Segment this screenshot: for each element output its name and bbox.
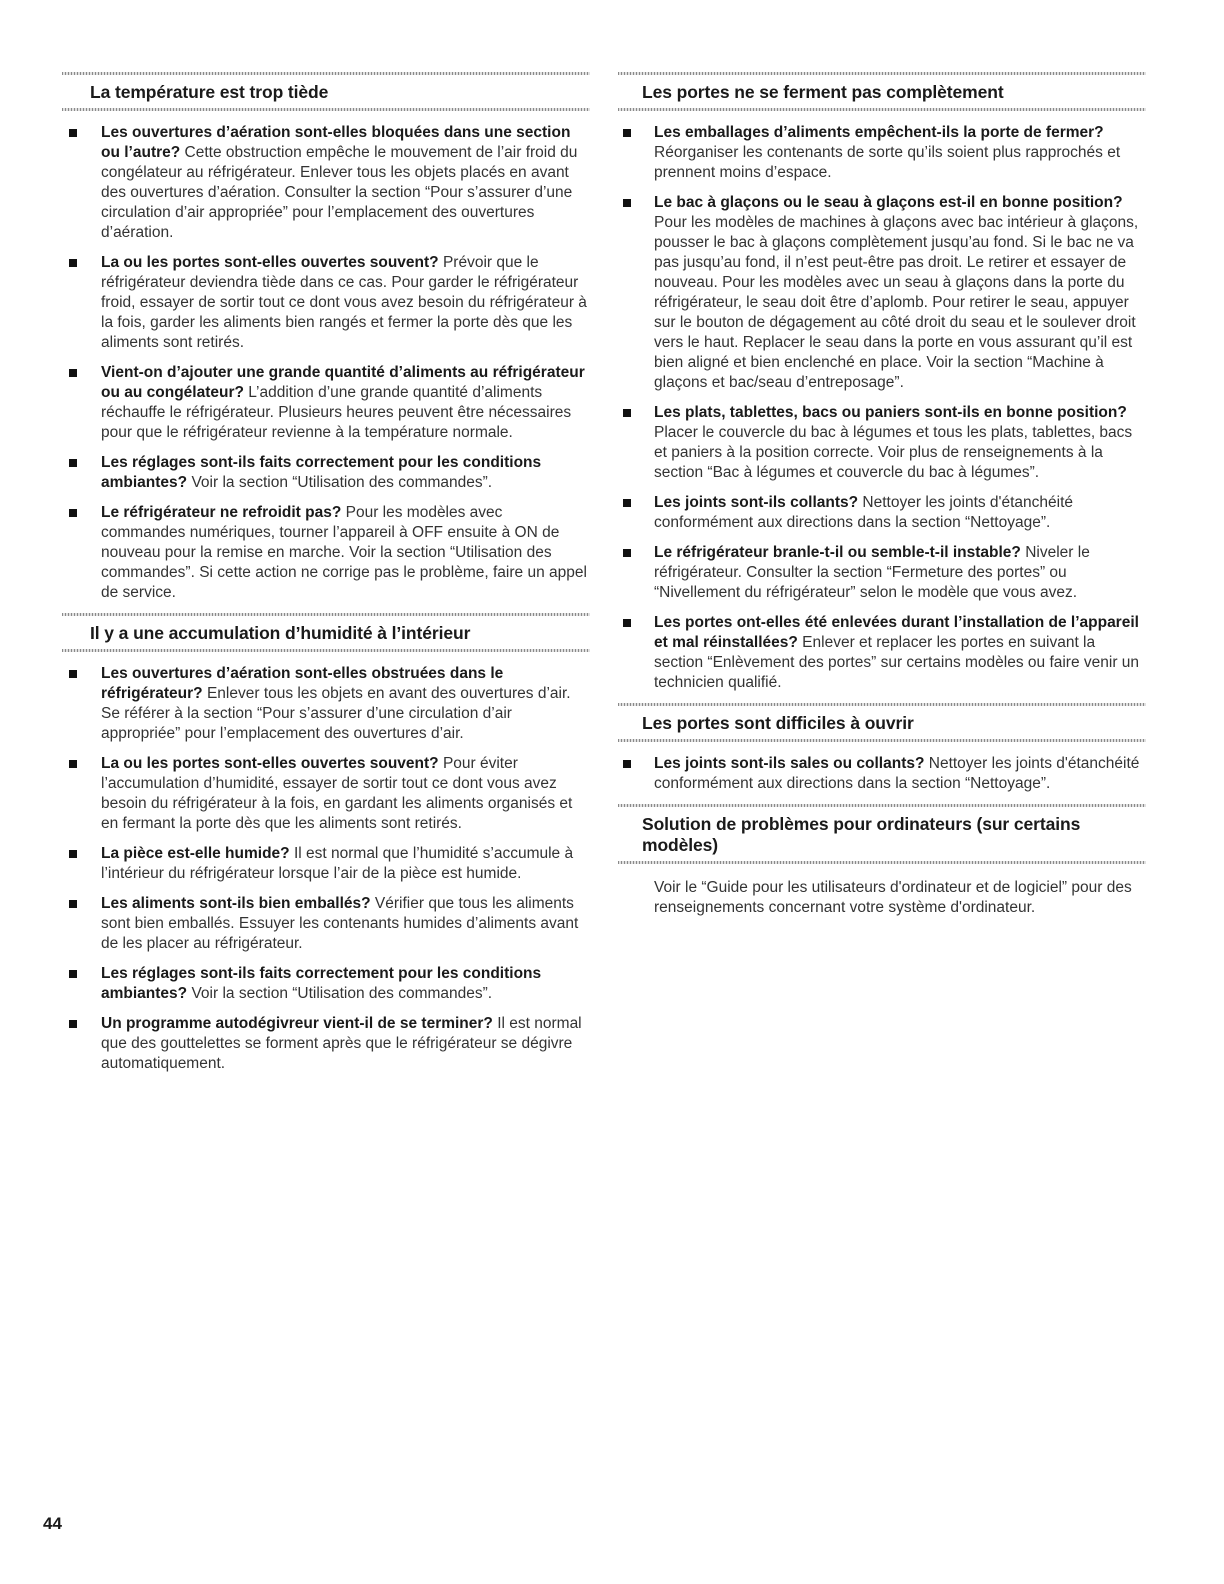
item-list — [618, 123, 1146, 693]
section-computer-troubleshooting — [618, 804, 1146, 918]
item-question: Les plats, tablettes, bacs ou paniers sont-ils en bonne position? — [654, 404, 1127, 421]
right-column — [618, 72, 1146, 928]
item-answer: Voir la section “Utilisation des commandes”. — [187, 985, 493, 1002]
square-bullet-icon — [623, 760, 631, 768]
item-answer: L’addition d’une grande quantité d’aliments réchauffe le réfrigérateur. Plusieurs heures peuvent être nécessaires pour que le réfrigérateur revienne à la température normale. — [101, 384, 572, 441]
item-question: Les joints sont-ils collants? — [654, 494, 859, 511]
square-bullet-icon — [69, 1020, 77, 1028]
item-question: Les joints sont-ils sales ou collants? — [654, 755, 925, 772]
square-bullet-icon — [69, 900, 77, 908]
item-answer: Vérifier que tous les aliments sont bien emballés. Essuyer les contenants humides d’aliments avant de les placer au réfrigérateur. — [101, 895, 579, 952]
list-item — [62, 964, 590, 1004]
list-item — [618, 403, 1146, 483]
item-answer: Prévoir que le réfrigérateur deviendra tiède dans ce cas. Pour garder le réfrigérateur froid, essayer de sortir tout ce dont vous avez besoin du réfrigérateur à la fois, garder les aliments bien rangés et fermer la porte dès que les aliments sont retirés. — [101, 254, 587, 351]
square-bullet-icon — [69, 259, 77, 267]
page-number: 44 — [43, 1514, 62, 1533]
list-item — [618, 754, 1146, 794]
list-item — [618, 193, 1146, 393]
item-answer: Pour les modèles avec commandes numériques, tourner l’appareil à OFF ensuite à ON de nouveau pour la remise en marche. Voir la section “Utilisation des commandes”. Si cette action ne corrige pas le problème, faire un appel de service. — [101, 504, 587, 601]
item-question: Les ouvertures d’aération sont-elles obstruées dans le réfrigérateur? — [101, 665, 504, 702]
square-bullet-icon — [623, 199, 631, 207]
item-answer: Niveler le réfrigérateur. Consulter la section “Fermeture des portes” ou “Nivellement du réfrigérateur” selon le modèle que vous avez. — [654, 544, 1090, 601]
square-bullet-icon — [69, 129, 77, 137]
list-item — [62, 1014, 590, 1074]
item-question: Les réglages sont-ils faits correctement pour les conditions ambiantes? — [101, 965, 542, 1002]
section-temperature — [62, 72, 590, 603]
section-title: Les portes ne se ferment pas complètement — [642, 82, 1004, 102]
item-question: Les ouvertures d’aération sont-elles bloquées dans une section ou l’autre? — [101, 124, 571, 161]
list-item — [62, 664, 590, 744]
square-bullet-icon — [623, 619, 631, 627]
item-question: La ou les portes sont-elles ouvertes souvent? — [101, 755, 439, 772]
list-item — [62, 363, 590, 443]
list-item — [618, 493, 1146, 533]
section-doors-not-closing — [618, 72, 1146, 693]
item-question: La pièce est-elle humide? — [101, 845, 290, 862]
section-rule-bottom — [618, 739, 1146, 742]
item-answer: Nettoyer les joints d'étanchéité conformément aux directions dans la section “Nettoyage”. — [654, 755, 1140, 792]
item-answer: Pour éviter l’accumulation d’humidité, essayer de sortir tout ce dont vous avez besoin du réfrigérateur à la fois, en gardant les aliments organisés et en fermant la porte dès que les aliments sont retirés. — [101, 755, 573, 832]
square-bullet-icon — [69, 509, 77, 517]
item-answer: Placer le couvercle du bac à légumes et tous les plats, tablettes, bacs et paniers à la position correcte. Voir plus de renseignements à la section “Bac à légumes et couvercle du bac à légumes”. — [654, 424, 1133, 481]
item-question: Le réfrigérateur ne refroidit pas? — [101, 504, 342, 521]
square-bullet-icon — [69, 850, 77, 858]
list-item — [618, 543, 1146, 603]
item-question: Les emballages d’aliments empêchent-ils la porte de fermer? — [654, 124, 1104, 141]
square-bullet-icon — [69, 670, 77, 678]
square-bullet-icon — [69, 970, 77, 978]
square-bullet-icon — [623, 549, 631, 557]
list-item — [62, 253, 590, 353]
item-answer: Il est normal que des gouttelettes se forment après que le réfrigérateur se dégivre automatiquement. — [101, 1015, 582, 1072]
item-question: Vient-on d’ajouter une grande quantité d’aliments au réfrigérateur ou au congélateur? — [101, 364, 585, 401]
item-answer: Pour les modèles de machines à glaçons avec bac intérieur à glaçons, pousser le bac à glaçons complètement jusqu’au fond. Si le bac ne va pas jusqu’au fond, il n’est peut-être pas droit. Le retirer et essayer de nouveau. Pour les modèles avec un seau à glaçons dans la porte du réfrigérateur, le seau doit être d’aplomb. Pour retirer le seau, appuyer sur le bouton de dégagement au côté droit du seau et le soulever droit vers le haut. Replacer le seau dans la porte en vous assurant qu’il est bien aligné et bien enclenché en place. Voir la section “Machine à glaçons et bac/seau d’entreposage”. — [654, 214, 1139, 391]
square-bullet-icon — [623, 129, 631, 137]
section-title: Il y a une accumulation d’humidité à l’intérieur — [90, 623, 471, 643]
square-bullet-icon — [69, 369, 77, 377]
item-answer: Il est normal que l’humidité s’accumule à l’intérieur du réfrigérateur lorsque l’air de la pièce est humide. — [101, 845, 574, 882]
list-item — [62, 453, 590, 493]
square-bullet-icon — [69, 760, 77, 768]
item-list — [618, 754, 1146, 794]
section-title: Solution de problèmes pour ordinateurs (sur certains modèles) — [642, 814, 1081, 855]
section-doors-hard-to-open — [618, 703, 1146, 794]
item-question: La ou les portes sont-elles ouvertes souvent? — [101, 254, 439, 271]
list-item — [62, 123, 590, 243]
list-item — [618, 613, 1146, 693]
item-question: Le bac à glaçons ou le seau à glaçons est-il en bonne position? — [654, 194, 1123, 211]
square-bullet-icon — [623, 409, 631, 417]
left-column — [62, 72, 590, 1084]
section-rule-bottom — [618, 108, 1146, 111]
item-list — [62, 664, 590, 1074]
item-list — [62, 123, 590, 603]
list-item — [62, 894, 590, 954]
item-question: Les aliments sont-ils bien emballés? — [101, 895, 371, 912]
section-humidity — [62, 613, 590, 1074]
section-rule-bottom — [62, 108, 590, 111]
item-answer: Enlever tous les objets en avant des ouvertures d’air. Se référer à la section “Pour s’assurer d’une circulation d’air appropriée” pour l’emplacement des ouvertures d’air. — [101, 685, 571, 742]
item-answer: Nettoyer les joints d'étanchéité conformément aux directions dans la section “Nettoyage”. — [654, 494, 1074, 531]
section-rule-bottom — [618, 861, 1146, 864]
list-item — [62, 754, 590, 834]
item-question: Les portes ont-elles été enlevées durant l’installation de l’appareil et mal réinstallées? — [654, 614, 1139, 651]
item-answer: Réorganiser les contenants de sorte qu’ils soient plus rapprochés et prennent moins d’espace. — [654, 144, 1121, 181]
list-item — [62, 503, 590, 603]
square-bullet-icon — [69, 459, 77, 467]
item-answer: Enlever et replacer les portes en suivant la section “Enlèvement des portes” sur certains modèles ou faire venir un technicien qualifié. — [654, 634, 1140, 691]
item-question: Le réfrigérateur branle-t-il ou semble-t-il instable? — [654, 544, 1021, 561]
item-answer: Cette obstruction empêche le mouvement de l’air froid du congélateur au réfrigérateur. Enlever tous les objets placés en avant des ouvertures d’aération. Consulter la section “Pour s’assurer d’une circulation d’air appropriée” pour l’emplacement des ouvertures d’aération. — [101, 144, 578, 241]
item-question: Les réglages sont-ils faits correctement pour les conditions ambiantes? — [101, 454, 542, 491]
section-title: La température est trop tiède — [90, 82, 329, 102]
square-bullet-icon — [623, 499, 631, 507]
section-rule-bottom — [62, 649, 590, 652]
list-item — [62, 844, 590, 884]
item-answer: Voir la section “Utilisation des commandes”. — [187, 474, 493, 491]
section-paragraph: Voir le “Guide pour les utilisateurs d'ordinateur et de logiciel” pour des renseignements concernant votre système d'ordinateur. — [654, 879, 1132, 916]
item-question: Un programme autodégivreur vient-il de se terminer? — [101, 1015, 493, 1032]
list-item — [618, 123, 1146, 183]
section-title: Les portes sont difficiles à ouvrir — [642, 713, 914, 733]
